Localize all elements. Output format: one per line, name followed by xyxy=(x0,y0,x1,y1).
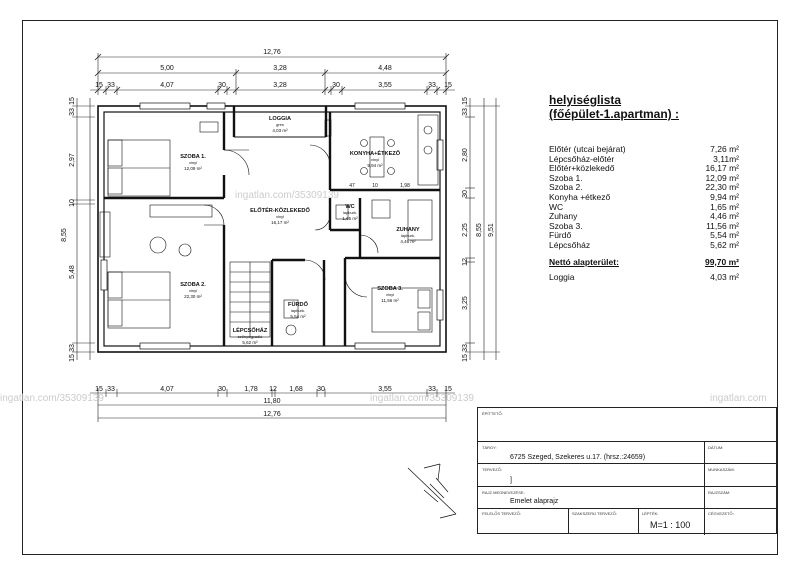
room-area-szoba1: 12,09 m² xyxy=(184,166,202,171)
room-list-name: Lépcsőház-előtér xyxy=(549,153,615,164)
bracket-mark: ] xyxy=(510,477,512,484)
room-list xyxy=(549,145,739,283)
label-felelos-tervezo: FELELŐS TERVEZŐ: xyxy=(482,511,521,516)
dim-bot-3: 30 xyxy=(218,386,226,393)
title-block xyxy=(477,407,777,534)
room-list-area: 5,62 m² xyxy=(710,239,739,250)
room-area-konyha: 9,94 m² xyxy=(367,163,383,168)
room-list-name: Fürdő xyxy=(549,230,572,241)
room-list-name: Előtér (utcai bejárat) xyxy=(549,144,626,154)
label-tervezo: TERVEZŐ: xyxy=(482,467,502,472)
project-address: 6725 Szeged, Szekeres u.17. (hrsz.:24659) xyxy=(510,454,646,461)
dim-right-3: 2,25 xyxy=(462,223,469,237)
room-list-name: Szoba 1. xyxy=(549,172,583,183)
room-area-lepcsohaz: 5,62 m² xyxy=(242,340,258,345)
room-list-area: 12,09 m² xyxy=(705,172,739,183)
dim-top-r2-0: 15 xyxy=(95,82,103,89)
room-list-name: Szoba 3. xyxy=(549,220,583,231)
room-area-loggia: 4,03 m² xyxy=(272,128,288,133)
room-list-area: 7,26 m² xyxy=(710,144,739,154)
dim-top-5: 5,00 xyxy=(160,65,174,72)
dim-left-5: 33 xyxy=(69,344,76,352)
net-area-row-label: Nettó alapterület: xyxy=(549,256,619,267)
room-name-konyha: KONYHA+ÉTKEZŐ xyxy=(349,151,401,157)
dim-top-r2-5: 30 xyxy=(332,82,340,89)
dim-left-1: 33 xyxy=(69,108,76,116)
dim-right-total2: 9,51 xyxy=(488,223,495,237)
dim-right-0: 33 xyxy=(462,108,469,116)
room-name-szoba1: SZOBA 1. xyxy=(180,154,206,160)
room-list-name: Előtér+közlekedő xyxy=(549,163,615,174)
room-name-lepcsohaz: LÉPCSŐHÁZ xyxy=(232,328,268,334)
room-list-area: 11,56 m² xyxy=(706,220,739,231)
room-name-wc: WC xyxy=(345,204,355,210)
room-list-name: Lépcsőház xyxy=(549,239,591,250)
room-list-name: Zuhany xyxy=(549,211,578,222)
dim-bot-2: 4,07 xyxy=(160,386,174,393)
room-mat-szoba1: vinyl xyxy=(188,160,198,165)
room-list-area: 16,17 m² xyxy=(705,163,739,174)
net-area-row xyxy=(549,258,739,268)
dim-top-total: 12,76 xyxy=(263,49,281,56)
dim-bot-6: 1,68 xyxy=(289,386,303,393)
legend-title-line2: (főépület-1.apartman) : xyxy=(549,107,680,121)
room-name-szoba3: SZOBA 3. xyxy=(377,286,403,292)
dim-bot-4: 1,78 xyxy=(244,386,258,393)
room-list-name: Szoba 2. xyxy=(549,182,583,193)
label-rajz-megnevezese: RAJZ MEGNEVEZÉSE: xyxy=(482,490,525,495)
dim-top-328: 3,28 xyxy=(273,65,287,72)
dim-left-3: 10 xyxy=(69,199,76,207)
room-mat-eloter: vinyl xyxy=(275,214,285,219)
label-leptek: LÉPTÉK: xyxy=(642,511,659,516)
loggia-row-value: 4,03 m² xyxy=(710,272,739,283)
dim-bot-0: 15 xyxy=(95,386,103,393)
dim-top-r2-6: 3,55 xyxy=(378,82,392,89)
room-list-area: 9,94 m² xyxy=(710,191,739,202)
dim-left-0: 15 xyxy=(69,97,76,105)
dim-left-4: 5,48 xyxy=(69,265,76,279)
room-mat-zuhany: lapburk. xyxy=(400,233,416,238)
dim-bot-9: 33 xyxy=(428,386,436,393)
label-epittet: ÉPÍTTETŐ: xyxy=(482,411,503,416)
dim-bot-5: 12 xyxy=(269,386,277,393)
room-mat-szoba2: vinyl xyxy=(188,288,198,293)
room-area-szoba3: 11,56 m² xyxy=(381,298,399,303)
dim-inner-10: 10 xyxy=(372,183,378,189)
dim-top-r2-4: 3,28 xyxy=(273,82,287,89)
room-area-zuhany: 4,46 m² xyxy=(400,239,416,244)
loggia-row-label: Loggia xyxy=(549,272,575,283)
watermark-2: ingatlan.com/35309139 xyxy=(0,393,104,404)
dim-bot-7: 30 xyxy=(317,386,325,393)
room-mat-wc: lapburk. xyxy=(342,210,358,215)
dim-bot-8: 3,55 xyxy=(378,386,392,393)
room-area-eloter: 16,17 m² xyxy=(271,220,289,225)
label-rajzszam: RAJZSZÁM: xyxy=(708,490,731,495)
room-mat-furdo: lapburk. xyxy=(290,308,306,313)
room-list-name: WC xyxy=(549,201,564,212)
dim-right-2: 30 xyxy=(462,190,469,198)
dim-left-2: 2,97 xyxy=(69,153,76,167)
label-targy: TÁRGY: xyxy=(482,445,497,450)
room-name-eloter: ELŐTÉR-KÖZLEKEDŐ xyxy=(250,208,310,214)
dim-right-small-0: 15 xyxy=(462,97,469,105)
room-area-szoba2: 22,30 m² xyxy=(184,294,202,299)
dim-right-5: 3,25 xyxy=(462,296,469,310)
watermark-4: ingatlan.com xyxy=(710,393,767,404)
room-list-area: 3,11m² xyxy=(713,153,739,164)
legend-title xyxy=(549,93,679,121)
dim-right-1: 2,80 xyxy=(462,148,469,162)
drawing-name: Emelet alaprajz xyxy=(510,498,559,505)
dim-inner-198: 1,98 xyxy=(400,183,410,189)
net-area-row-value: 99,70 m² xyxy=(704,256,739,267)
dim-top-r2-2: 4,07 xyxy=(160,82,174,89)
dim-bot-10: 15 xyxy=(444,386,452,393)
dim-bot-total2: 12,76 xyxy=(263,411,281,418)
dim-right-6: 33 xyxy=(462,344,469,352)
room-list-area: 4,46 m² xyxy=(710,211,739,222)
dim-top-r2-7: 33 xyxy=(428,82,436,89)
dim-right-total1: 8,55 xyxy=(476,223,483,237)
room-mat-konyha: vinyl xyxy=(370,157,380,162)
dim-left-6: 15 xyxy=(69,354,76,362)
drawing-scale: M=1 : 100 xyxy=(650,520,691,530)
dim-top-r2-1: 33 xyxy=(107,82,115,89)
watermark-3: ingatlan.com/35309139 xyxy=(370,393,474,404)
room-mat-szoba3: vinyl xyxy=(385,292,395,297)
room-name-zuhany: ZUHANY xyxy=(396,227,420,233)
label-cegvezeto: CÉGVEZETŐ: xyxy=(708,511,734,516)
room-name-loggia: LOGGIA xyxy=(268,116,292,122)
room-area-wc: 1,65 m² xyxy=(342,216,358,221)
dim-right-4: 12 xyxy=(462,258,469,266)
dim-bot-1: 33 xyxy=(107,386,115,393)
dim-bot-total1: 11,80 xyxy=(263,398,281,405)
room-mat-lepcsohaz: szőnyegpadló xyxy=(237,334,263,339)
dim-top-r2-3: 30 xyxy=(218,82,226,89)
loggia-row xyxy=(549,273,739,283)
watermark-1: ingatlan.com/35309139 xyxy=(235,190,339,201)
dim-top-448: 4,48 xyxy=(378,65,392,72)
room-list-area: 1,65 m² xyxy=(710,201,739,212)
room-list-row xyxy=(549,241,739,251)
room-mat-loggia: gres xyxy=(276,122,284,127)
label-szakszeru-tervezo: SZAKSZERÜ TERVEZŐ: xyxy=(572,511,617,516)
dim-left-total: 8,55 xyxy=(61,228,68,242)
room-list-area: 5,54 m² xyxy=(710,230,739,241)
room-name-furdo: FÜRDŐ xyxy=(288,302,308,308)
room-list-name: Konyha +étkező xyxy=(549,191,611,202)
legend-title-line1: helyiséglista xyxy=(549,93,622,107)
label-munkaszam: MUNKASZÁM: xyxy=(708,467,735,472)
dim-inner-47: 47 xyxy=(349,183,355,189)
dim-top-r2-8: 15 xyxy=(444,82,452,89)
room-list-area: 22,30 m² xyxy=(705,182,739,193)
room-area-furdo: 5,54 m² xyxy=(290,314,306,319)
label-datum: DÁTUM: xyxy=(708,445,724,450)
room-name-szoba2: SZOBA 2. xyxy=(180,282,206,288)
dim-right-small-1: 15 xyxy=(462,354,469,362)
